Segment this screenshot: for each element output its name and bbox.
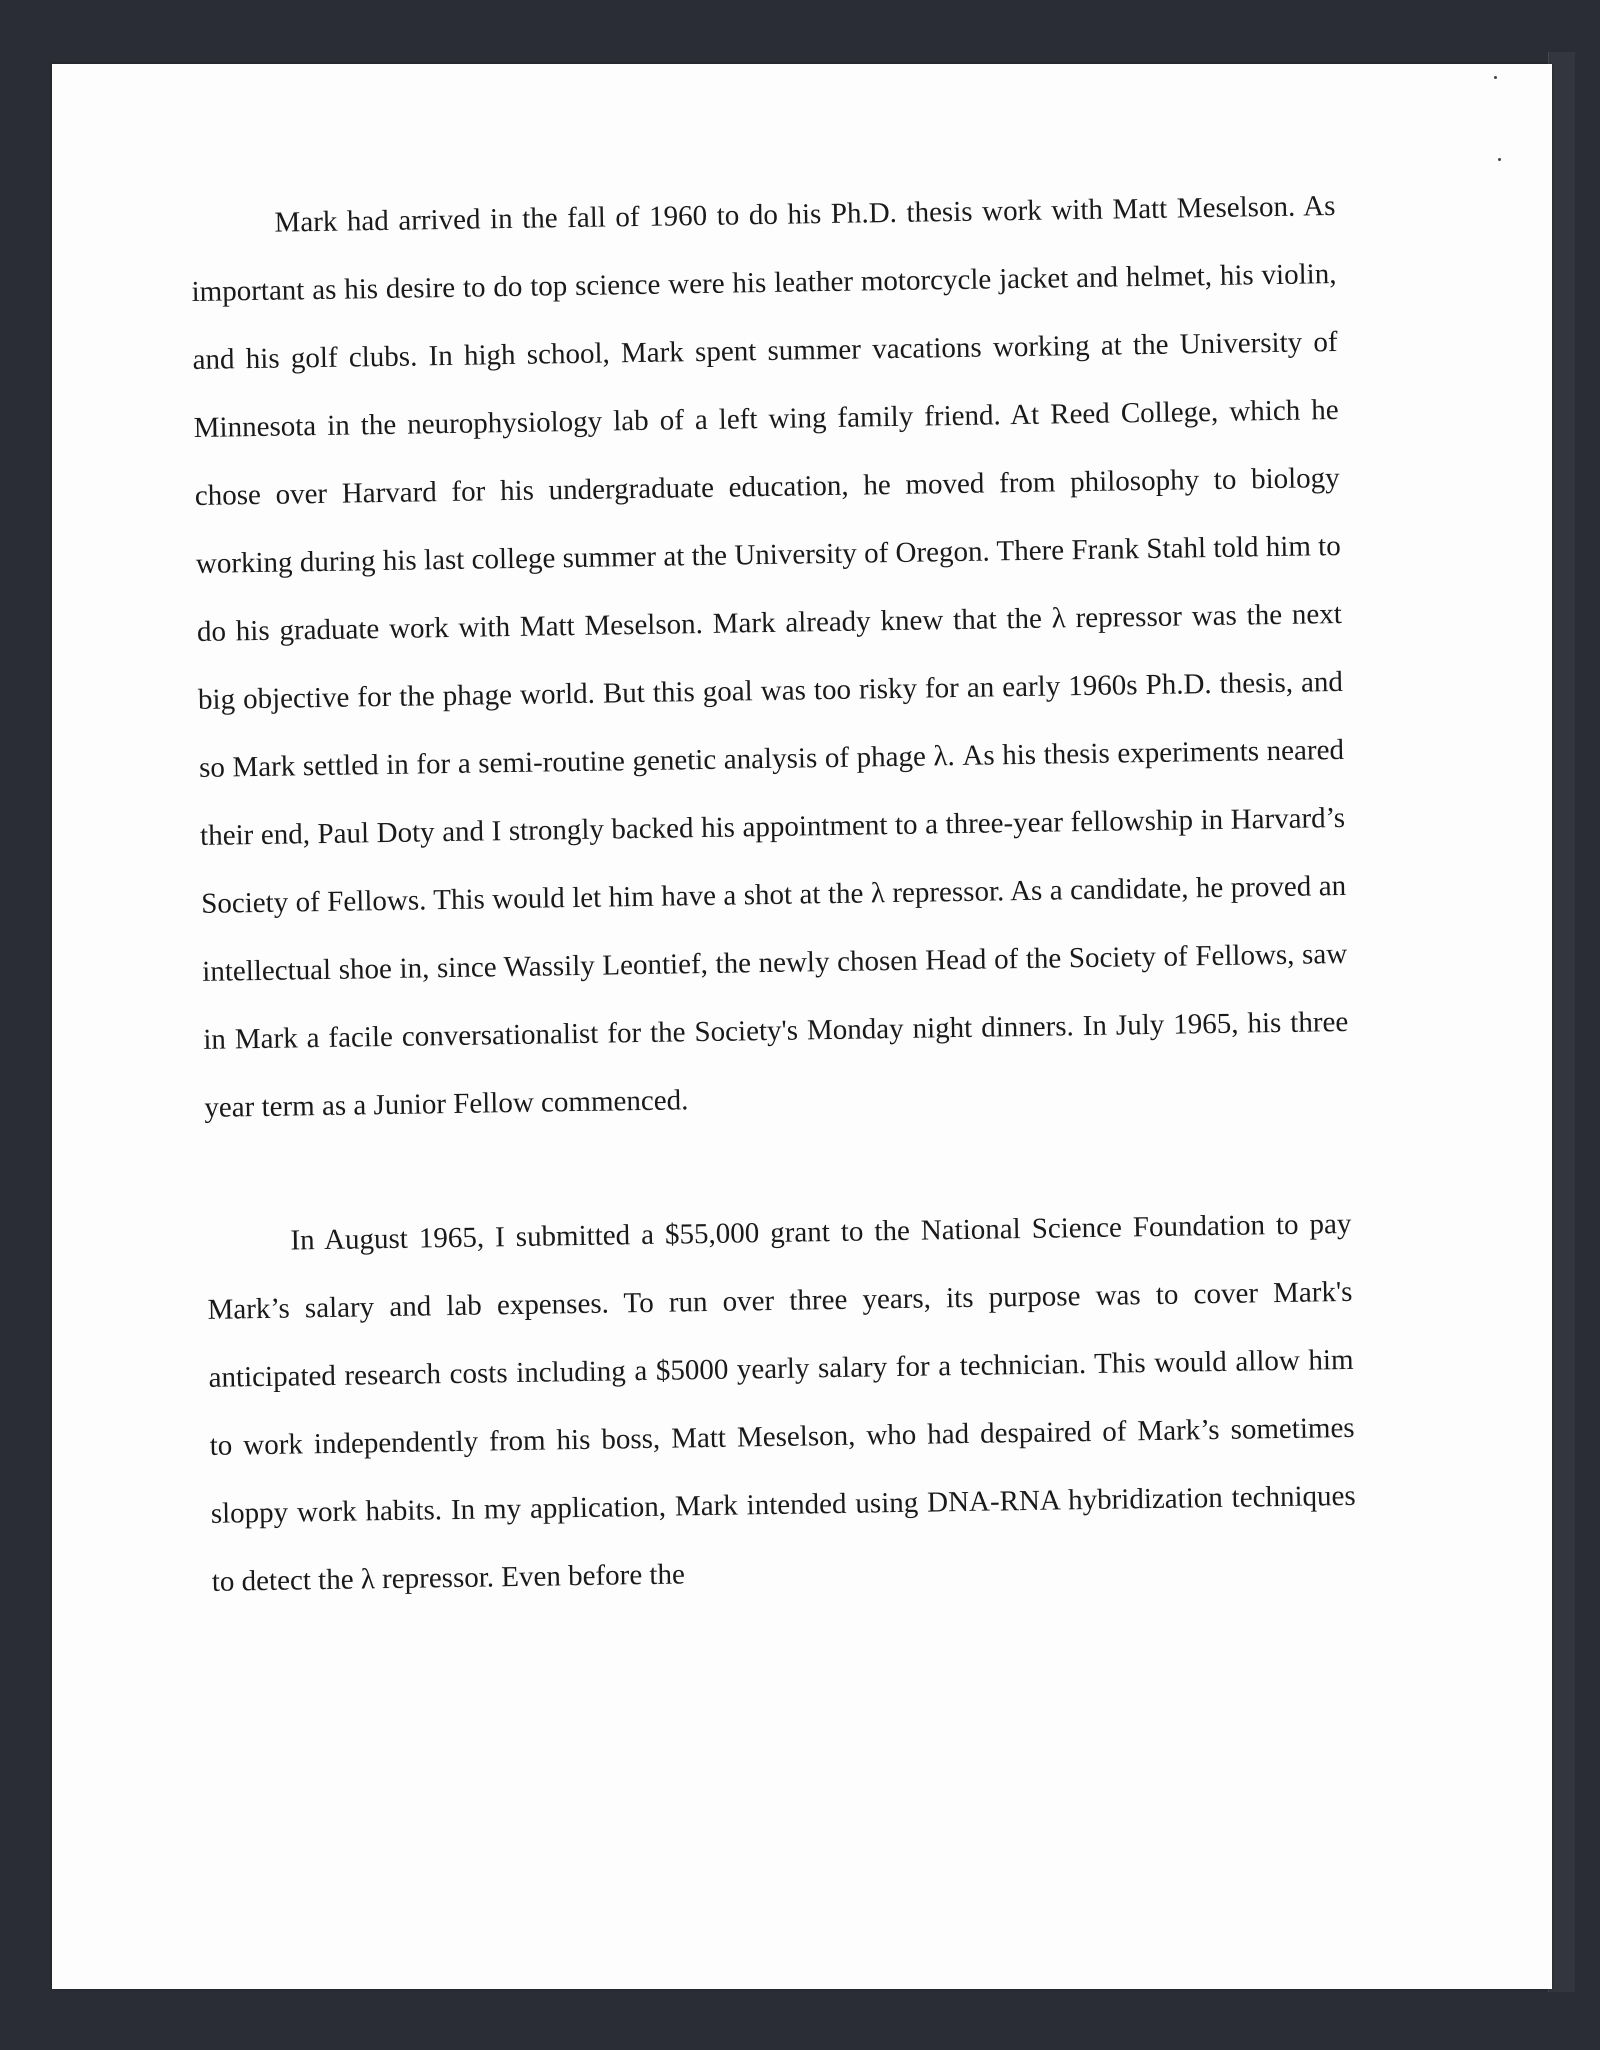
speck-mark bbox=[1498, 158, 1501, 161]
paragraph: In August 1965, I submitted a $55,000 grant to the National Science Foundation to pay Mark’s salary and lab expenses. To run over three years, its purpose was to cover Mark's anticipated research costs including a $5000 yearly salary for a technician. This would allow him to work independently from his boss, Matt Meselson, who had despaired of Mark’s sometimes sloppy work habits. In my application, Mark intended using DNA-RNA hybridization techniques to detect the λ repressor. Even before the bbox=[207, 1207, 1356, 1598]
speck-mark bbox=[1494, 76, 1497, 79]
document-body bbox=[190, 172, 1357, 1616]
paragraph: Mark had arrived in the fall of 1960 to do his Ph.D. thesis work with Matt Meselson. As important as his desire to do top science were his leather motorcycle jacket and helmet, his violin, and his golf clubs. In high school, Mark spent summer vacations working at the University of Minnesota in the neurophysiology lab of a left wing family friend. At Reed College, which he chose over Harvard for his undergraduate education, he moved from philosophy to biology working during his last college summer at the University of Oregon. There Frank Stahl told him to do his graduate work with Matt Meselson. Mark already knew that the λ repressor was the next big objective for the phage world. But this goal was too risky for an early 1960s Ph.D. thesis, and so Mark settled in for a semi-routine genetic analysis of phage λ. As his thesis experiments neared their end, Paul Doty and I strongly backed his appointment to a three-year fellowship in Harvard’s Society of Fellows. This would let him have a shot at the λ repressor. As a candidate, he proved an intellectual shoe in, since Wassily Leontief, the newly chosen Head of the Society of Fellows, saw in Mark a facile conversationalist for the Society's Monday night dinners. In July 1965, his three year term as a Junior Fellow commenced. bbox=[191, 190, 1349, 1124]
backing-board bbox=[1548, 52, 1575, 1992]
